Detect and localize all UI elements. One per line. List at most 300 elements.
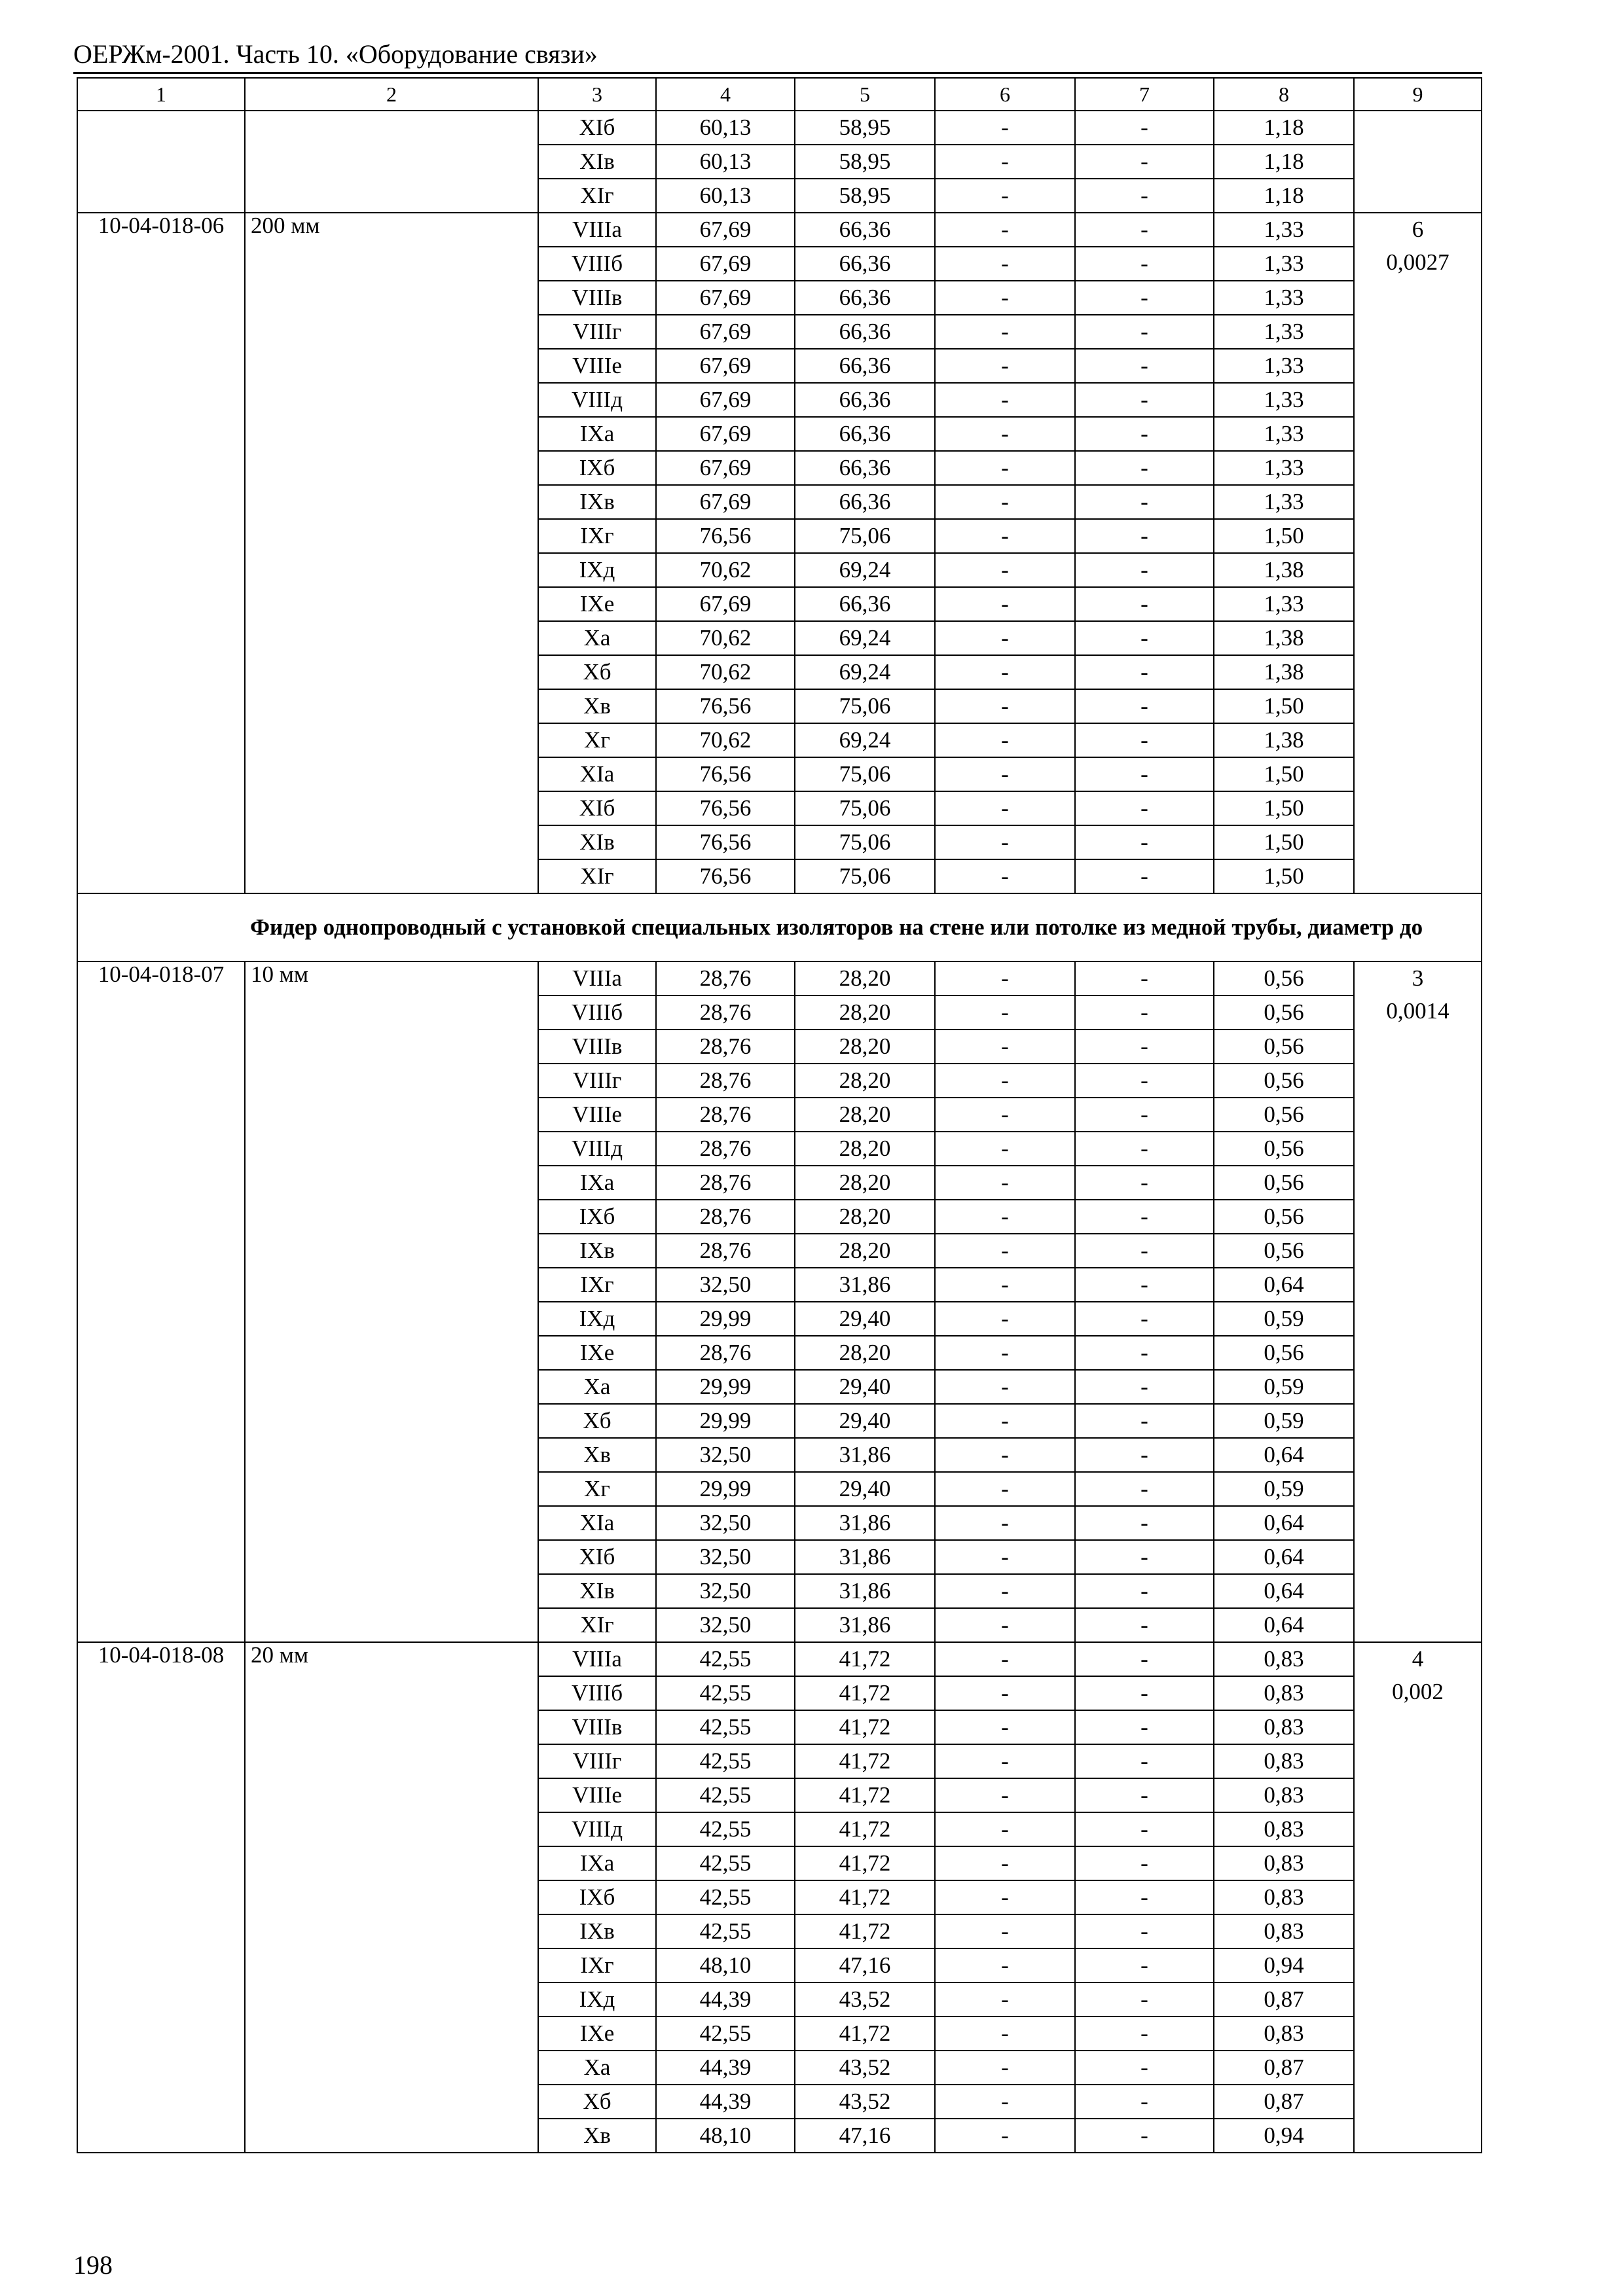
cell-col4: 76,56	[656, 757, 795, 791]
cell-col4: 29,99	[656, 1404, 795, 1438]
cell-col7: -	[1075, 1404, 1214, 1438]
cell-col6: -	[935, 655, 1075, 689]
cell-col8: 0,64	[1214, 1574, 1354, 1608]
cell-zone: XIа	[538, 1506, 656, 1540]
cell-col7: -	[1075, 825, 1214, 859]
cell-col8: 0,59	[1214, 1370, 1354, 1404]
cell-col6: -	[935, 1132, 1075, 1166]
cell-zone: IXе	[538, 1336, 656, 1370]
cell-col6: -	[935, 996, 1075, 1030]
col9-value: 3	[1412, 965, 1424, 991]
cell-col6: -	[935, 961, 1075, 996]
cell-col6: -	[935, 1438, 1075, 1472]
cell-col8: 0,56	[1214, 961, 1354, 996]
cell-col8: 0,56	[1214, 1234, 1354, 1268]
cell-col6: -	[935, 1302, 1075, 1336]
cell-col7: -	[1075, 1710, 1214, 1744]
cell-zone: IXд	[538, 553, 656, 587]
column-header-9: 9	[1354, 78, 1482, 111]
cell-col4: 42,55	[656, 1914, 795, 1948]
cell-col7: -	[1075, 1846, 1214, 1880]
page-header-title: ОЕРЖм-2001. Часть 10. «Оборудование связи»	[73, 39, 598, 69]
cell-col5: 69,24	[795, 553, 935, 587]
cell-col5: 41,72	[795, 1812, 935, 1846]
section-code-cell	[77, 893, 245, 961]
norm-code: 10-04-018-08	[77, 1642, 245, 2153]
cell-col7: -	[1075, 383, 1214, 417]
cell-col7: -	[1075, 281, 1214, 315]
cell-col4: 60,13	[656, 145, 795, 179]
cell-col5: 31,86	[795, 1268, 935, 1302]
table-row	[77, 213, 1482, 247]
cell-col7: -	[1075, 1370, 1214, 1404]
column-header-8: 8	[1214, 78, 1354, 111]
column-header-1: 1	[77, 78, 245, 111]
cell-col5: 41,72	[795, 1846, 935, 1880]
cell-col5: 66,36	[795, 417, 935, 451]
cell-col8: 1,33	[1214, 417, 1354, 451]
cell-col4: 44,39	[656, 2051, 795, 2085]
cell-col6: -	[935, 1710, 1075, 1744]
cell-col6: -	[935, 111, 1075, 145]
cell-col8: 0,83	[1214, 1744, 1354, 1778]
cell-col7: -	[1075, 689, 1214, 723]
cell-col6: -	[935, 1982, 1075, 2017]
cell-col7: -	[1075, 1778, 1214, 1812]
cell-col8: 0,59	[1214, 1472, 1354, 1506]
cell-col5: 29,40	[795, 1370, 935, 1404]
cell-col7: -	[1075, 961, 1214, 996]
cell-col7: -	[1075, 1132, 1214, 1166]
cell-zone: Xа	[538, 621, 656, 655]
cell-col5: 75,06	[795, 825, 935, 859]
cell-col7: -	[1075, 2119, 1214, 2153]
cell-col4: 28,76	[656, 1234, 795, 1268]
cell-col6: -	[935, 1846, 1075, 1880]
cell-zone: VIIIд	[538, 383, 656, 417]
cell-zone: VIIIв	[538, 281, 656, 315]
cell-col7: -	[1075, 996, 1214, 1030]
cell-zone: Xв	[538, 689, 656, 723]
cell-col8: 1,18	[1214, 145, 1354, 179]
cell-col5: 66,36	[795, 213, 935, 247]
cell-col6: -	[935, 1608, 1075, 1642]
norms-table-body	[77, 78, 1482, 2153]
cell-col8: 1,38	[1214, 723, 1354, 757]
cell-col4: 28,76	[656, 1064, 795, 1098]
cell-col8: 0,94	[1214, 1948, 1354, 1982]
cell-col5: 28,20	[795, 1030, 935, 1064]
cell-col6: -	[935, 1744, 1075, 1778]
cell-col8: 0,56	[1214, 996, 1354, 1030]
cell-col5: 75,06	[795, 859, 935, 893]
cell-col8: 1,33	[1214, 247, 1354, 281]
cell-col4: 67,69	[656, 315, 795, 349]
cell-col5: 47,16	[795, 2119, 935, 2153]
cell-col8: 0,83	[1214, 1676, 1354, 1710]
cell-col7: -	[1075, 1234, 1214, 1268]
cell-col6: -	[935, 417, 1075, 451]
cell-col5: 28,20	[795, 1098, 935, 1132]
cell-col4: 60,13	[656, 179, 795, 213]
cell-col4: 32,50	[656, 1608, 795, 1642]
cell-col7: -	[1075, 1166, 1214, 1200]
cell-col9	[1354, 961, 1482, 1642]
cell-zone: XIа	[538, 757, 656, 791]
cell-col4: 29,99	[656, 1370, 795, 1404]
cell-col4: 70,62	[656, 655, 795, 689]
page-number: 198	[73, 2250, 113, 2280]
norm-name	[245, 111, 538, 213]
cell-col8: 0,56	[1214, 1166, 1354, 1200]
cell-col7: -	[1075, 213, 1214, 247]
cell-col5: 66,36	[795, 247, 935, 281]
cell-col7: -	[1075, 1438, 1214, 1472]
cell-col4: 42,55	[656, 1812, 795, 1846]
cell-col8: 1,50	[1214, 519, 1354, 553]
cell-col8: 0,64	[1214, 1506, 1354, 1540]
cell-col5: 43,52	[795, 2051, 935, 2085]
cell-col8: 0,56	[1214, 1132, 1354, 1166]
cell-zone: XIв	[538, 1574, 656, 1608]
cell-col4: 44,39	[656, 1982, 795, 2017]
cell-zone: VIIIе	[538, 1098, 656, 1132]
cell-col7: -	[1075, 315, 1214, 349]
cell-col4: 32,50	[656, 1268, 795, 1302]
norm-name: 200 мм	[245, 213, 538, 893]
cell-col6: -	[935, 791, 1075, 825]
cell-zone: VIIIб	[538, 996, 656, 1030]
cell-col5: 31,86	[795, 1540, 935, 1574]
cell-col4: 28,76	[656, 1166, 795, 1200]
cell-col7: -	[1075, 451, 1214, 485]
cell-zone: Xа	[538, 1370, 656, 1404]
cell-col7: -	[1075, 1302, 1214, 1336]
cell-col4: 29,99	[656, 1472, 795, 1506]
cell-col8: 0,94	[1214, 2119, 1354, 2153]
cell-zone: XIв	[538, 145, 656, 179]
cell-col6: -	[935, 1506, 1075, 1540]
cell-col8: 0,56	[1214, 1098, 1354, 1132]
cell-col4: 48,10	[656, 2119, 795, 2153]
cell-col7: -	[1075, 1506, 1214, 1540]
cell-col5: 41,72	[795, 1880, 935, 1914]
norm-code: 10-04-018-07	[77, 961, 245, 1642]
cell-col4: 42,55	[656, 1744, 795, 1778]
cell-col7: -	[1075, 1064, 1214, 1098]
cell-col4: 32,50	[656, 1438, 795, 1472]
cell-col4: 42,55	[656, 1710, 795, 1744]
cell-col8: 1,50	[1214, 757, 1354, 791]
cell-zone: VIIIа	[538, 213, 656, 247]
norm-code	[77, 111, 245, 213]
cell-col7: -	[1075, 1472, 1214, 1506]
cell-col7: -	[1075, 1030, 1214, 1064]
cell-col6: -	[935, 1642, 1075, 1676]
cell-col7: -	[1075, 1982, 1214, 2017]
cell-col8: 0,64	[1214, 1540, 1354, 1574]
cell-col8: 0,87	[1214, 1982, 1354, 2017]
cell-col8: 1,50	[1214, 689, 1354, 723]
cell-col8: 1,50	[1214, 825, 1354, 859]
cell-col7: -	[1075, 553, 1214, 587]
cell-zone: VIIIб	[538, 1676, 656, 1710]
cell-col6: -	[935, 2051, 1075, 2085]
cell-col4: 70,62	[656, 723, 795, 757]
cell-col7: -	[1075, 247, 1214, 281]
cell-col8: 0,64	[1214, 1438, 1354, 1472]
header-divider	[73, 72, 1482, 74]
cell-zone: XIг	[538, 859, 656, 893]
cell-col8: 0,83	[1214, 1642, 1354, 1676]
cell-col4: 67,69	[656, 349, 795, 383]
column-header-6: 6	[935, 78, 1075, 111]
cell-col8: 1,33	[1214, 451, 1354, 485]
cell-col6: -	[935, 1404, 1075, 1438]
cell-col8: 0,59	[1214, 1404, 1354, 1438]
cell-col7: -	[1075, 1948, 1214, 1982]
cell-col7: -	[1075, 1608, 1214, 1642]
cell-zone: VIIIд	[538, 1132, 656, 1166]
cell-col5: 58,95	[795, 179, 935, 213]
cell-col6: -	[935, 1098, 1075, 1132]
cell-col6: -	[935, 825, 1075, 859]
table-row	[77, 1642, 1482, 1676]
cell-col8: 0,83	[1214, 1914, 1354, 1948]
cell-col6: -	[935, 1948, 1075, 1982]
cell-col4: 28,76	[656, 1030, 795, 1064]
cell-col5: 66,36	[795, 315, 935, 349]
cell-col8: 0,83	[1214, 1710, 1354, 1744]
cell-col6: -	[935, 1200, 1075, 1234]
section-title: Фидер однопроводный с установкой специальных изоляторов на стене или потолке из медной трубы, диаметр до	[245, 893, 1482, 961]
cell-col5: 31,86	[795, 1608, 935, 1642]
cell-col5: 28,20	[795, 1064, 935, 1098]
cell-col9	[1354, 1642, 1482, 2153]
cell-col6: -	[935, 315, 1075, 349]
cell-col8: 1,33	[1214, 315, 1354, 349]
cell-col8: 0,64	[1214, 1608, 1354, 1642]
cell-col7: -	[1075, 723, 1214, 757]
cell-col8: 0,83	[1214, 1778, 1354, 1812]
cell-col6: -	[935, 451, 1075, 485]
table-row	[77, 961, 1482, 996]
cell-col8: 1,33	[1214, 213, 1354, 247]
cell-col8: 1,33	[1214, 383, 1354, 417]
cell-col6: -	[935, 247, 1075, 281]
cell-zone: Xв	[538, 2119, 656, 2153]
cell-col4: 70,62	[656, 621, 795, 655]
cell-col6: -	[935, 1676, 1075, 1710]
cell-col6: -	[935, 553, 1075, 587]
cell-col8: 1,33	[1214, 349, 1354, 383]
cell-col6: -	[935, 1030, 1075, 1064]
cell-col7: -	[1075, 349, 1214, 383]
cell-zone: VIIIг	[538, 1744, 656, 1778]
cell-zone: Xб	[538, 1404, 656, 1438]
cell-col6: -	[935, 519, 1075, 553]
cell-col7: -	[1075, 1098, 1214, 1132]
cell-col8: 0,87	[1214, 2051, 1354, 2085]
cell-col8: 0,59	[1214, 1302, 1354, 1336]
cell-col5: 29,40	[795, 1302, 935, 1336]
cell-col6: -	[935, 757, 1075, 791]
cell-col5: 69,24	[795, 621, 935, 655]
cell-col4: 42,55	[656, 1880, 795, 1914]
cell-col8: 1,38	[1214, 553, 1354, 587]
cell-col4: 28,76	[656, 1098, 795, 1132]
cell-col6: -	[935, 1574, 1075, 1608]
cell-col6: -	[935, 587, 1075, 621]
cell-col6: -	[935, 1778, 1075, 1812]
cell-col4: 76,56	[656, 791, 795, 825]
cell-col8: 1,18	[1214, 179, 1354, 213]
cell-col5: 47,16	[795, 1948, 935, 1982]
cell-col5: 41,72	[795, 1914, 935, 1948]
cell-zone: IXг	[538, 1948, 656, 1982]
column-header-2: 2	[245, 78, 538, 111]
table-row	[77, 111, 1482, 145]
cell-zone: XIг	[538, 1608, 656, 1642]
cell-col5: 66,36	[795, 383, 935, 417]
cell-col7: -	[1075, 655, 1214, 689]
cell-col7: -	[1075, 179, 1214, 213]
col9-value: 6	[1412, 217, 1424, 242]
cell-col6: -	[935, 621, 1075, 655]
cell-col6: -	[935, 1336, 1075, 1370]
cell-col8: 1,38	[1214, 655, 1354, 689]
cell-col6: -	[935, 689, 1075, 723]
cell-col4: 70,62	[656, 553, 795, 587]
cell-zone: IXд	[538, 1982, 656, 2017]
cell-col7: -	[1075, 485, 1214, 519]
cell-col6: -	[935, 1370, 1075, 1404]
cell-col8: 1,33	[1214, 485, 1354, 519]
cell-col8: 1,38	[1214, 621, 1354, 655]
cell-col4: 67,69	[656, 383, 795, 417]
cell-col5: 66,36	[795, 281, 935, 315]
cell-col4: 44,39	[656, 2085, 795, 2119]
cell-zone: IXб	[538, 1200, 656, 1234]
cell-zone: IXг	[538, 519, 656, 553]
cell-col6: -	[935, 1540, 1075, 1574]
cell-col4: 76,56	[656, 859, 795, 893]
cell-zone: VIIIб	[538, 247, 656, 281]
cell-col5: 66,36	[795, 349, 935, 383]
cell-col4: 67,69	[656, 587, 795, 621]
cell-zone: IXб	[538, 1880, 656, 1914]
cell-col6: -	[935, 383, 1075, 417]
cell-col4: 60,13	[656, 111, 795, 145]
cell-col6: -	[935, 1166, 1075, 1200]
cell-zone: Xг	[538, 723, 656, 757]
cell-col7: -	[1075, 1574, 1214, 1608]
cell-col5: 29,40	[795, 1404, 935, 1438]
cell-col7: -	[1075, 1642, 1214, 1676]
cell-col7: -	[1075, 1744, 1214, 1778]
cell-col4: 67,69	[656, 451, 795, 485]
cell-col7: -	[1075, 2085, 1214, 2119]
norms-table	[77, 77, 1482, 2153]
cell-col6: -	[935, 1914, 1075, 1948]
cell-col5: 69,24	[795, 655, 935, 689]
cell-col8: 0,56	[1214, 1030, 1354, 1064]
cell-col5: 43,52	[795, 2085, 935, 2119]
cell-zone: IXд	[538, 1302, 656, 1336]
column-header-4: 4	[656, 78, 795, 111]
cell-col5: 69,24	[795, 723, 935, 757]
cell-col4: 76,56	[656, 825, 795, 859]
cell-col7: -	[1075, 2051, 1214, 2085]
cell-col4: 76,56	[656, 519, 795, 553]
cell-col5: 28,20	[795, 1200, 935, 1234]
cell-col4: 42,55	[656, 1676, 795, 1710]
cell-zone: IXг	[538, 1268, 656, 1302]
cell-col4: 29,99	[656, 1302, 795, 1336]
cell-col5: 28,20	[795, 1166, 935, 1200]
cell-col5: 41,72	[795, 1676, 935, 1710]
cell-zone: XIв	[538, 825, 656, 859]
cell-col6: -	[935, 179, 1075, 213]
cell-col6: -	[935, 1064, 1075, 1098]
cell-col8: 1,18	[1214, 111, 1354, 145]
cell-col7: -	[1075, 1812, 1214, 1846]
column-header-3: 3	[538, 78, 656, 111]
cell-col6: -	[935, 1472, 1075, 1506]
cell-col5: 28,20	[795, 1234, 935, 1268]
cell-col5: 43,52	[795, 1982, 935, 2017]
section-row	[77, 893, 1482, 961]
cell-col4: 48,10	[656, 1948, 795, 1982]
cell-col4: 28,76	[656, 1132, 795, 1166]
cell-col5: 75,06	[795, 791, 935, 825]
cell-zone: Xв	[538, 1438, 656, 1472]
cell-col7: -	[1075, 519, 1214, 553]
cell-col6: -	[935, 1880, 1075, 1914]
cell-col4: 67,69	[656, 247, 795, 281]
cell-zone: Xб	[538, 655, 656, 689]
cell-col7: -	[1075, 1880, 1214, 1914]
col9-value: 4	[1412, 1646, 1424, 1672]
cell-col7: -	[1075, 145, 1214, 179]
cell-col8: 0,64	[1214, 1268, 1354, 1302]
cell-col5: 41,72	[795, 1744, 935, 1778]
cell-col8: 1,50	[1214, 791, 1354, 825]
cell-col7: -	[1075, 417, 1214, 451]
cell-col6: -	[935, 485, 1075, 519]
cell-col5: 28,20	[795, 996, 935, 1030]
cell-zone: VIIIд	[538, 1812, 656, 1846]
column-header-5: 5	[795, 78, 935, 111]
cell-col4: 28,76	[656, 1200, 795, 1234]
cell-col7: -	[1075, 587, 1214, 621]
cell-zone: VIIIа	[538, 961, 656, 996]
cell-zone: IXе	[538, 587, 656, 621]
cell-zone: VIIIг	[538, 1064, 656, 1098]
cell-col8: 0,83	[1214, 2017, 1354, 2051]
cell-zone: VIIIе	[538, 349, 656, 383]
cell-zone: IXа	[538, 1166, 656, 1200]
norm-name: 20 мм	[245, 1642, 538, 2153]
column-header-row	[77, 78, 1482, 111]
cell-zone: Xг	[538, 1472, 656, 1506]
cell-zone: IXе	[538, 2017, 656, 2051]
cell-col6: -	[935, 1268, 1075, 1302]
cell-col5: 41,72	[795, 2017, 935, 2051]
cell-col5: 66,36	[795, 587, 935, 621]
cell-col5: 28,20	[795, 961, 935, 996]
cell-zone: VIIIв	[538, 1030, 656, 1064]
